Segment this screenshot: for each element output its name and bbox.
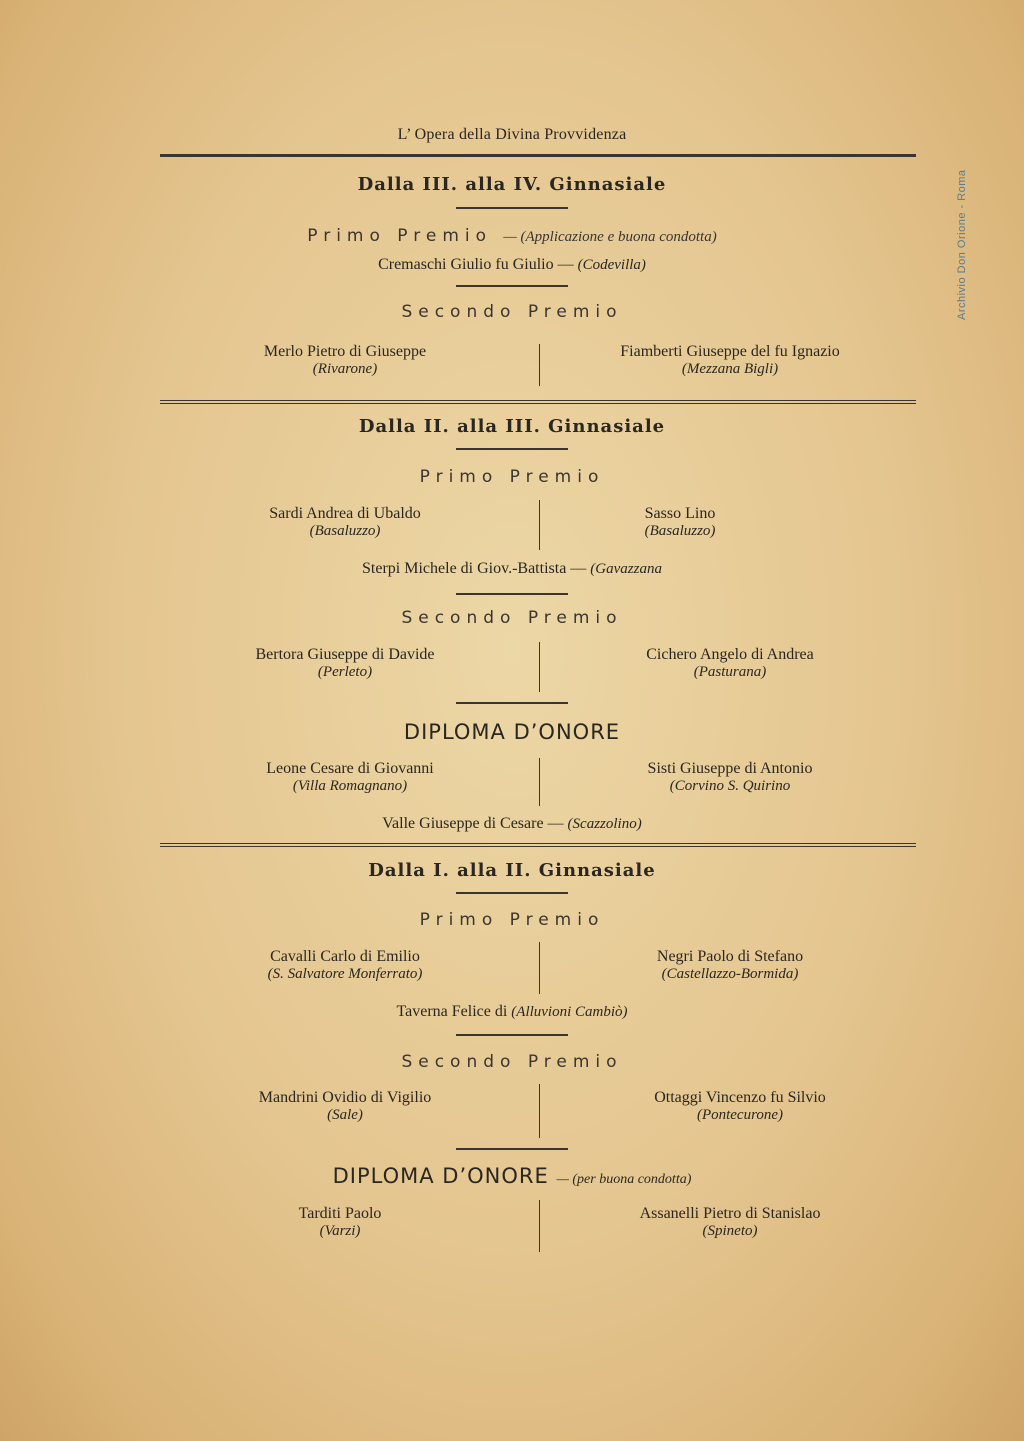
winner-name: Ottaggi Vincenzo fu Silvio [654,1089,826,1106]
winner-name: Valle Giuseppe di Cesare [382,815,544,832]
winner-name: Mandrini Ovidio di Vigilio [258,1089,432,1106]
section-3-diploma-right [580,1205,880,1240]
section-2-primo-winner: Sterpi Michele di Giov.-Battista — (Gavazzana [362,560,662,577]
section-3-underline [456,892,568,894]
winner-name: Merlo Pietro di Giuseppe [263,343,427,360]
winner-place: (Castellazzo-Bormida) [661,966,799,982]
section-rule [160,843,916,844]
section-title-1: Dalla III. alla IV. Ginnasiale [357,174,667,195]
section-3-diploma-label: DIPLOMA D’ONORE [332,1164,549,1188]
section-1-divider [456,285,568,287]
section-3-diploma-left [240,1205,440,1240]
column-divider [539,1200,540,1252]
section-2-diploma-left [230,760,470,795]
column-divider [539,1084,540,1138]
winner-place: (S. Salvatore Monferrato) [267,966,423,982]
winner-name: Negri Paolo di Stefano [656,948,804,965]
section-3-diploma-heading [0,1164,1024,1188]
section-3-primo-label: Primo Premio [419,910,605,930]
column-divider [539,500,540,550]
section-2-primo-right [580,505,780,540]
section-3-secondo-left [220,1089,470,1124]
section-2-divider [456,593,568,595]
winner-place: (Basaluzzo) [644,523,716,539]
winner-name: Sardi Andrea di Ubaldo [269,505,421,522]
section-2-underline [456,448,568,450]
column-divider [539,344,540,386]
section-3-divider [456,1034,568,1036]
winner-name: Fiamberti Giuseppe del fu Ignazio [620,343,840,360]
section-1-primo-place: (Codevilla) [577,257,646,273]
winner-name: Cichero Angelo di Andrea [646,646,814,663]
running-head: L’ Opera della Divina Provvidenza [397,126,627,143]
winner-place: (Spineto) [702,1223,758,1239]
winner-name: Tarditi Paolo [298,1205,382,1222]
section-rule [160,403,916,404]
winner-place: (Rivarone) [312,361,378,377]
winner-name: Sterpi Michele di Giov.-Battista [362,560,567,577]
winner-place: (Mezzana Bigli) [681,361,779,377]
section-3-primo-left [220,948,470,983]
section-1-secondo-label: Secondo Premio [401,302,623,322]
section-3-primo-right [580,948,880,983]
winner-place: (Alluvioni Cambiò) [511,1004,628,1020]
section-title-3: Dalla I. alla II. Ginnasiale [368,860,656,881]
winner-name: Assanelli Pietro di Stanislao [639,1205,821,1222]
winner-place: (Villa Romagnano) [292,778,408,794]
winner-place: (Scazzolino) [567,816,642,832]
archive-stamp: Archivio Don Orione - Roma [956,169,968,320]
section-1-secondo-left [230,343,460,378]
section-1-primo-winner: Cremaschi Giulio fu Giulio — (Codevilla) [378,256,646,273]
winner-place: (Gavazzana [590,561,662,577]
section-title-2: Dalla II. alla III. Ginnasiale [358,416,666,437]
section-3-primo-winner [0,1003,1024,1021]
column-divider [539,942,540,994]
section-2-diploma-winner: Valle Giuseppe di Cesare — (Scazzolino) [382,815,642,832]
winner-place: (Perleto) [317,664,373,680]
section-1-secondo-right [580,343,880,378]
section-rule [160,846,916,847]
section-3-secondo-right [590,1089,890,1124]
winner-place: (Pasturana) [693,664,767,680]
column-divider [539,758,540,806]
section-2-diploma-right [580,760,880,795]
winner-place: (Pontecurone) [696,1107,784,1123]
section-3-diploma-note: — (per buona condotta) [556,1172,692,1187]
header-rule [160,154,916,157]
winner-name: Bertora Giuseppe di Davide [255,646,435,663]
winner-name: Sisti Giuseppe di Antonio [647,760,813,777]
section-rule [160,400,916,401]
section-3-secondo-label: Secondo Premio [401,1052,623,1072]
section-2-divider [456,702,568,704]
section-1-primo-label: Primo Premio [307,226,493,246]
section-1-underline [456,207,568,209]
section-2-secondo-left [230,646,460,681]
column-divider [539,642,540,692]
winner-place: (Corvino S. Quirino [669,778,791,794]
winner-name: Leone Cesare di Giovanni [266,760,434,777]
section-2-diploma-label: DIPLOMA D’ONORE [403,720,621,744]
section-1-primo-note: — (Applicazione e buona condotta) [503,229,717,245]
section-2-primo-left [230,505,460,540]
winner-name: Cavalli Carlo di Emilio [270,948,420,965]
section-2-secondo-label: Secondo Premio [401,608,623,628]
section-2-secondo-right [580,646,880,681]
winner-place: (Varzi) [319,1223,361,1239]
section-3-divider [456,1148,568,1150]
section-1-primo-heading [0,226,1024,246]
winner-name: Taverna Felice di [396,1003,508,1020]
winner-place: (Basaluzzo) [309,523,381,539]
winner-place: (Sale) [327,1107,363,1123]
winner-name: Sasso Lino [644,505,716,522]
section-1-primo-name: Cremaschi Giulio fu Giulio [378,256,554,273]
section-2-primo-label: Primo Premio [419,467,605,487]
